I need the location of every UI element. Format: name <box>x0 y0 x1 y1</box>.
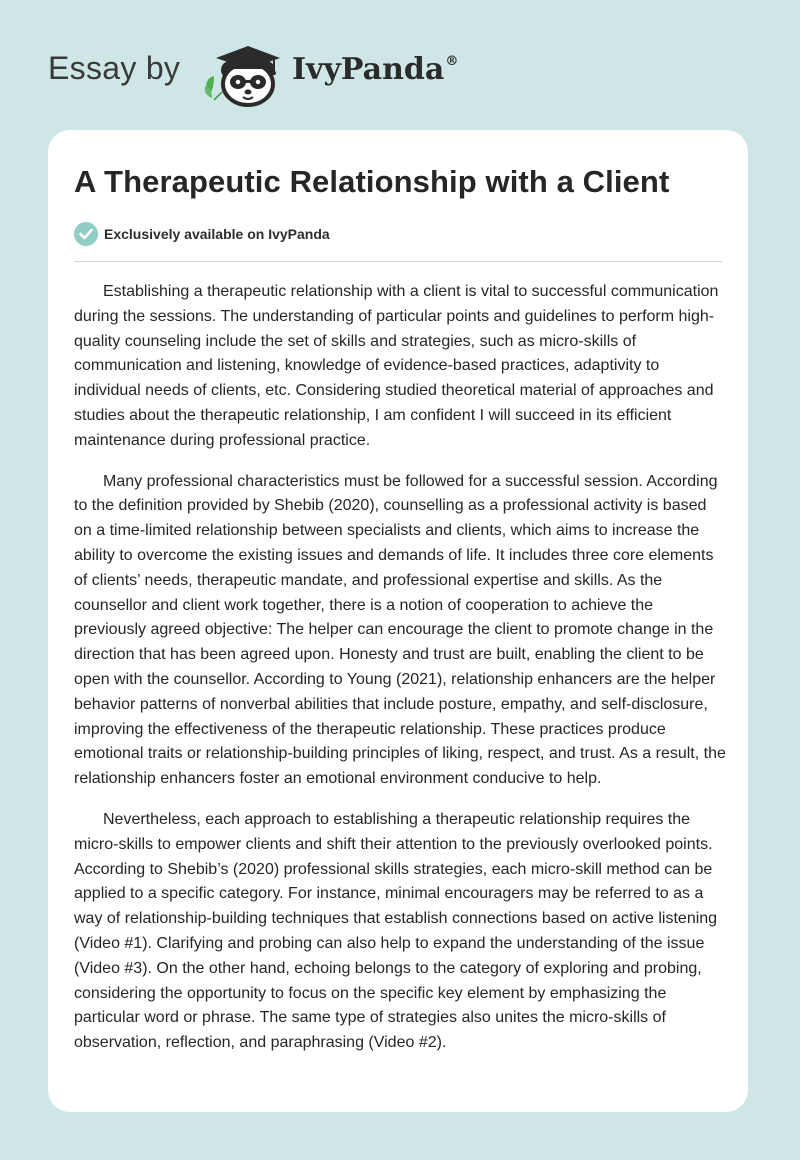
exclusive-badge <box>74 222 330 246</box>
divider <box>74 261 722 262</box>
page-title: A Therapeutic Relationship with a Client <box>74 164 670 199</box>
essay-by-label: Essay by <box>48 50 181 86</box>
brand-name: IvyPanda <box>292 52 445 87</box>
panda-logo-icon[interactable] <box>200 36 290 108</box>
paragraph: Establishing a therapeutic relationship with a client is vital to successful communication during the sessions. The understanding of particular points and guidelines to perform high-quality counseling include the set of skills and strategies, such as micro-skills of communication and listening, knowledge of evidence-based practices, adaptivity to individual needs of clients, etc. Considering studied theoretical material of approaches and studies about the therapeutic relationship, I am confident I will succeed in its efficient maintenance during professional practice. <box>74 283 719 449</box>
essay-card <box>48 130 748 1112</box>
exclusive-badge-label: Exclusively available on IvyPanda <box>104 226 330 242</box>
checkmark-icon <box>74 222 98 246</box>
brand-logo-text[interactable] <box>292 52 458 87</box>
essay-body <box>74 280 726 1072</box>
paragraph: Nevertheless, each approach to establishing a therapeutic relationship requires the micro-skills to empower clients and shift their attention to the previously overlooked points. According to Shebib’s (2020) professional skills strategies, each micro-skill method can be applied to a specific category. For instance, minimal encouragers may be referred to as a way of relationship-building techniques that establish connections based on active listening (Video #1). Clarifying and probing can also help to expand the understanding of the issue (Video #3). On the other hand, echoing belongs to the category of exploring and probing, considering the opportunity to focus on the specific key element by emphasizing the particular word or phrase. The same type of strategies also unites the micro-skills of observation, reflection, and paraphrasing (Video #2). <box>74 810 718 1052</box>
paragraph: Many professional characteristics must be followed for a successful session. According to the definition provided by Shebib (2020), counselling as a professional activity is based on a time-limited relationship between specialists and clients, which aims to increase the ability to overcome the existing issues and demands of life. It includes three core elements of clients’ needs, therapeutic mandate, and professional expertise and skills. As the counsellor and client work together, there is a notion of cooperation to achieve the previously agreed objective: The helper can encourage the client to promote change in the direction that has been agreed upon. Honesty and trust are built, enabling the client to be open with the counsellor. According to Young (2021), relationship enhancers are the helper behavior patterns of nonverbal abilities that include posture, empathy, and self-disclosure, improving the effectiveness of the therapeutic relationship. These practices produce emotional traits or relationship-building principles of liking, respect, and trust. As a result, the relationship enhancers foster an emotional environment conducive to help. <box>74 472 726 788</box>
site-header <box>0 0 800 130</box>
registered-mark: ® <box>445 54 459 69</box>
